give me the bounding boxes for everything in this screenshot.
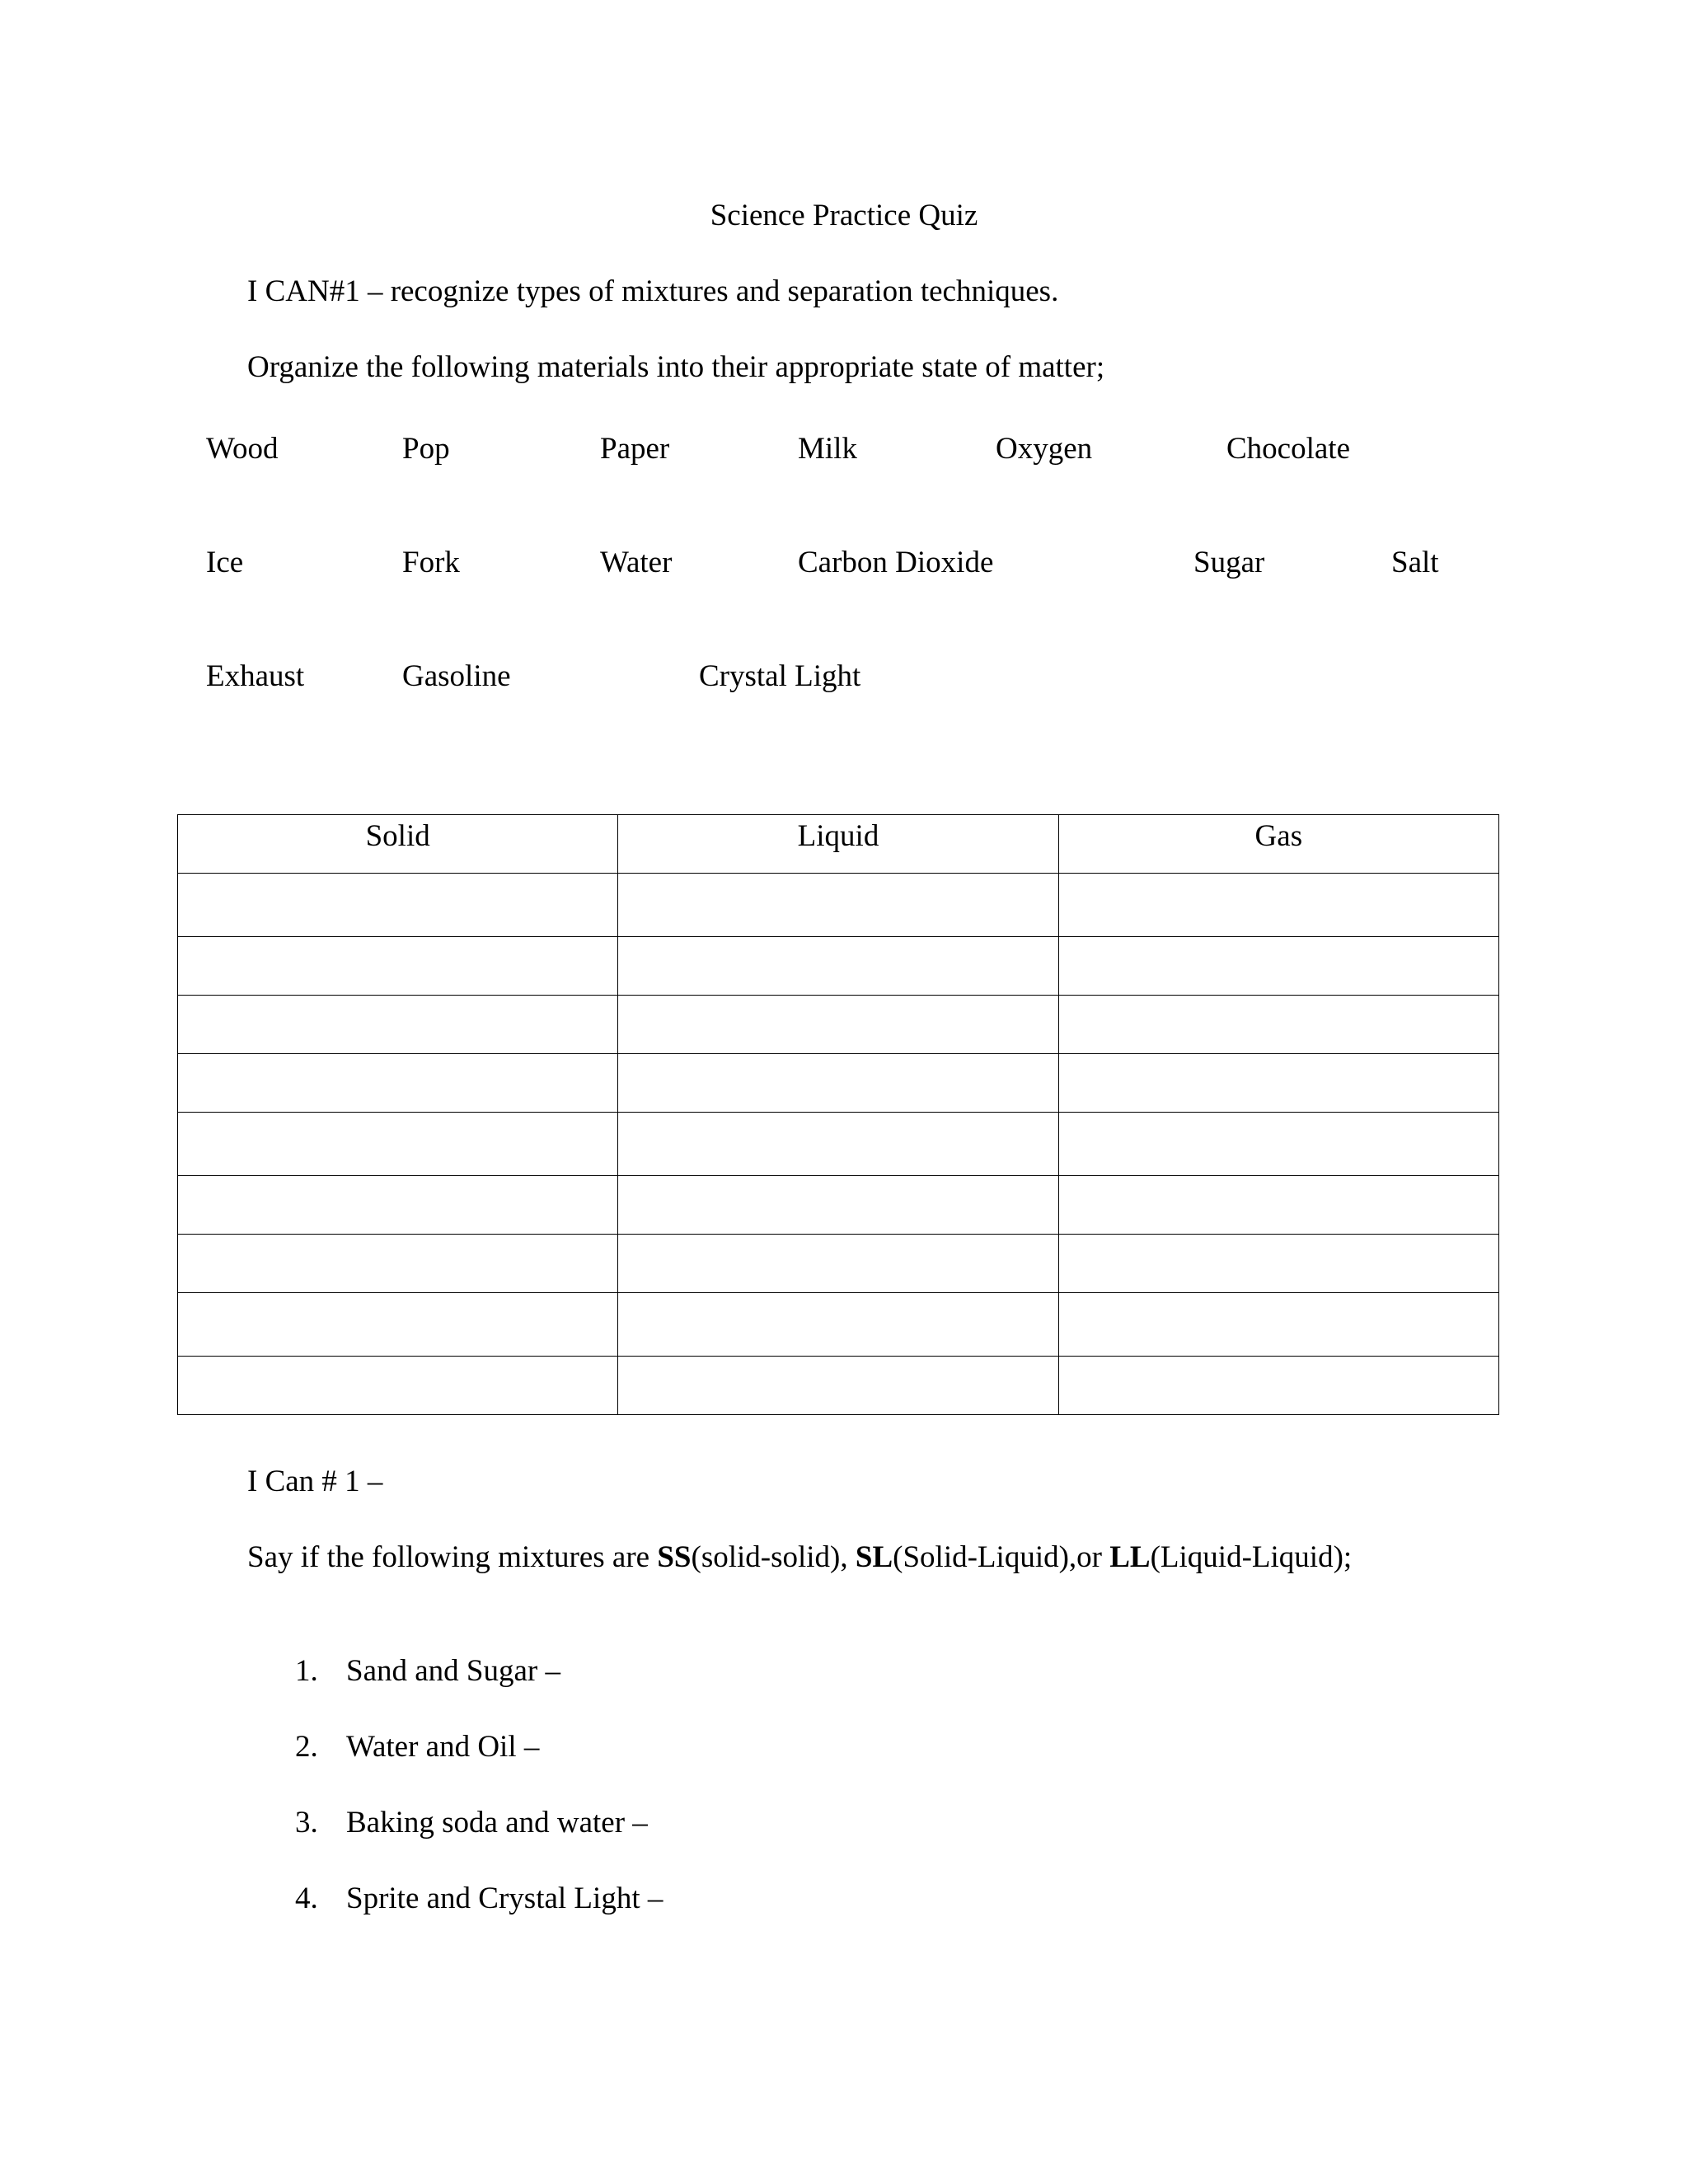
answer-cell[interactable] (178, 1357, 618, 1415)
material-word: Water (600, 546, 673, 579)
table-row (178, 1176, 1499, 1235)
table-row (178, 1113, 1499, 1176)
table-row (178, 1054, 1499, 1113)
ss-description: (solid-solid), (691, 1540, 856, 1574)
table-row (178, 1357, 1499, 1415)
material-word: Ice (206, 546, 244, 579)
question-number: 1. (295, 1654, 318, 1688)
section2-heading: I Can # 1 – (247, 1465, 383, 1498)
answer-cell[interactable] (178, 1235, 618, 1293)
section1-instruction: Organize the following materials into their appropriate state of matter; (247, 350, 1105, 384)
page-title: Science Practice Quiz (710, 199, 978, 232)
material-word: Carbon Dioxide (798, 546, 994, 579)
question-text: Water and Oil – (346, 1730, 540, 1764)
answer-cell[interactable] (618, 1176, 1058, 1235)
table-row (178, 996, 1499, 1054)
material-word: Paper (600, 432, 670, 466)
answer-cell[interactable] (1058, 1054, 1498, 1113)
table-header-row (178, 815, 1499, 874)
material-word: Exhaust (206, 659, 305, 693)
material-word: Milk (798, 432, 857, 466)
answer-cell[interactable] (618, 1235, 1058, 1293)
table-row (178, 874, 1499, 937)
answer-cell[interactable] (618, 1293, 1058, 1357)
answer-cell[interactable] (618, 1113, 1058, 1176)
question-number: 3. (295, 1806, 318, 1840)
question-text: Sprite and Crystal Light – (346, 1882, 663, 1915)
material-word: Chocolate (1226, 432, 1351, 466)
answer-cell[interactable] (1058, 1113, 1498, 1176)
question-text: Baking soda and water – (346, 1806, 648, 1840)
answer-cell[interactable] (178, 1176, 618, 1235)
answer-cell[interactable] (1058, 937, 1498, 996)
answer-cell[interactable] (178, 937, 618, 996)
answer-cell[interactable] (618, 937, 1058, 996)
section2-instruction (247, 1540, 1385, 1576)
material-word: Gasoline (402, 659, 511, 693)
table-row (178, 1293, 1499, 1357)
answer-cell[interactable] (1058, 1235, 1498, 1293)
ll-code: LL (1109, 1540, 1151, 1574)
answer-cell[interactable] (1058, 996, 1498, 1054)
question-number: 2. (295, 1730, 318, 1764)
section1-heading: I CAN#1 – recognize types of mixtures and separation techniques. (247, 274, 1059, 308)
material-word: Pop (402, 432, 450, 466)
answer-cell[interactable] (618, 1357, 1058, 1415)
ll-description: (Liquid-Liquid); (1150, 1540, 1353, 1574)
answer-cell[interactable] (178, 1293, 618, 1357)
sl-description: (Solid-Liquid),or (893, 1540, 1110, 1574)
table-row (178, 1235, 1499, 1293)
ss-code: SS (657, 1540, 692, 1574)
sl-code: SL (855, 1540, 893, 1574)
material-word: Wood (206, 432, 279, 466)
answer-cell[interactable] (1058, 1293, 1498, 1357)
column-header-liquid: Liquid (618, 815, 1058, 874)
instruction-text: Say if the following mixtures are (247, 1540, 658, 1574)
answer-cell[interactable] (178, 1054, 618, 1113)
material-word: Sugar (1193, 546, 1265, 579)
states-of-matter-table (177, 814, 1499, 1415)
answer-cell[interactable] (1058, 874, 1498, 937)
material-word: Fork (402, 546, 460, 579)
question-number: 4. (295, 1882, 318, 1915)
material-word: Oxygen (996, 432, 1093, 466)
answer-cell[interactable] (618, 1054, 1058, 1113)
answer-cell[interactable] (178, 996, 618, 1054)
question-text: Sand and Sugar – (346, 1654, 560, 1688)
answer-cell[interactable] (1058, 1176, 1498, 1235)
answer-cell[interactable] (1058, 1357, 1498, 1415)
table-row (178, 937, 1499, 996)
column-header-solid: Solid (178, 815, 618, 874)
material-word: Salt (1391, 546, 1439, 579)
answer-cell[interactable] (178, 1113, 618, 1176)
answer-cell[interactable] (178, 874, 618, 937)
answer-cell[interactable] (618, 996, 1058, 1054)
answer-cell[interactable] (618, 874, 1058, 937)
column-header-gas: Gas (1058, 815, 1498, 874)
material-word: Crystal Light (699, 659, 861, 693)
